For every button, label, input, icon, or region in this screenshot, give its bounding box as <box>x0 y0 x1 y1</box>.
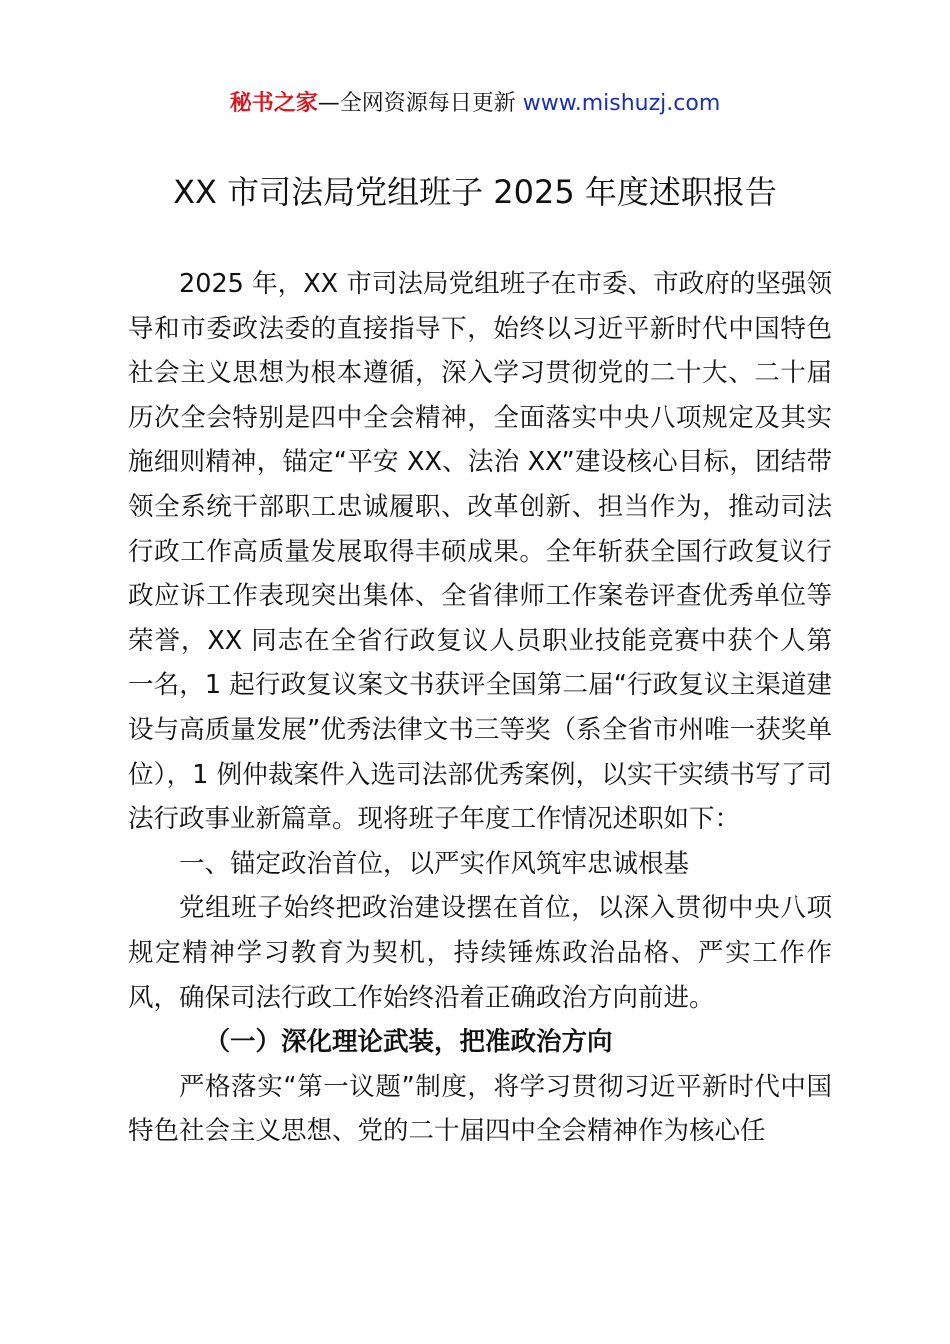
document-body <box>128 262 832 1154</box>
intro-paragraph: 2025 年，XX 市司法局党组班子在市委、市政府的坚强领导和市委政法委的直接指导下，始终以习近平新时代中国特色社会主义思想为根本遵循，深入学习贯彻党的二十大、二十届历次全会特别是四中全会精神，全面落实中央八项规定及其实施细则精神，锚定“平安 XX、法治 XX”建设核心目标，团结带领全系统干部职工忠诚履职、改革创新、担当作为，推动司法行政工作高质量发展取得丰硕成果。全年斩获全国行政复议行政应诉工作表现突出集体、全省律师工作案卷评查优秀单位等荣誉，XX 同志在全省行政复议人员职业技能竞赛中获个人第一名，1 起行政复议案文书获评全国第二届“行政复议主渠道建设与高质量发展”优秀法律文书三等奖（系全省市州唯一获奖单位），1 例仲裁案件入选司法部优秀案例，以实干实绩书写了司法行政事业新篇章。现将班子年度工作情况述职如下： <box>128 269 832 835</box>
subsection-heading: （一）深化理论武装，把准政治方向 <box>204 1027 613 1058</box>
site-brand: 秘书之家 <box>229 91 318 116</box>
section-heading: 一、锚定政治首位，以严实作风筑牢忠诚根基 <box>179 848 690 879</box>
subsection-paragraph: 严格落实“第一议题”制度，将学习贯彻习近平新时代中国特色社会主义思想、党的二十届四中全会精神作为核心任 <box>128 1071 832 1147</box>
section-paragraph: 党组班子始终把政治建设摆在首位，以深入贯彻中央八项规定精神学习教育为契机，持续锤炼政治品格、严实工作作风，确保司法行政工作始终沿着正确政治方向前进。 <box>128 893 832 1013</box>
document-title: XX 市司法局党组班子 2025 年度述职报告 <box>173 173 777 211</box>
site-tagline: —全网资源每日更新 <box>317 91 523 116</box>
site-url-link[interactable]: www.mishuzj.com <box>522 91 721 116</box>
site-header <box>0 88 950 120</box>
